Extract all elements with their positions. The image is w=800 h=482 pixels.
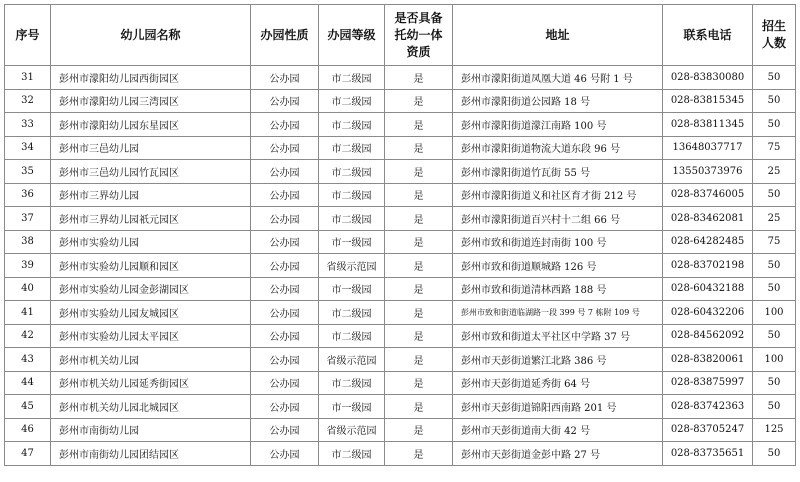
table-row [5, 395, 796, 419]
table-row [5, 207, 796, 231]
cell-grade: 市二级园 [319, 183, 385, 207]
kindergarten-table [4, 4, 796, 466]
cell-childcare: 是 [385, 66, 453, 90]
cell-enroll: 25 [753, 160, 796, 184]
kindergarten-table-container [4, 4, 796, 466]
cell-nature: 公办园 [251, 371, 319, 395]
header-enroll [753, 5, 796, 66]
cell-phone: 13550373976 [663, 160, 753, 184]
cell-enroll: 100 [753, 301, 796, 325]
cell-address: 彭州市天彭街道繁江北路 386 号 [453, 348, 663, 372]
cell-nature: 公办园 [251, 89, 319, 113]
cell-address: 彭州市天彭街道延秀街 64 号 [453, 371, 663, 395]
header-address: 地址 [453, 5, 663, 66]
cell-phone: 028-83746005 [663, 183, 753, 207]
cell-no: 39 [5, 254, 51, 278]
cell-name: 彭州市实验幼儿园太平园区 [51, 324, 251, 348]
cell-grade: 省级示范园 [319, 254, 385, 278]
cell-grade: 市二级园 [319, 301, 385, 325]
cell-childcare: 是 [385, 418, 453, 442]
cell-nature: 公办园 [251, 301, 319, 325]
cell-no: 31 [5, 66, 51, 90]
cell-no: 46 [5, 418, 51, 442]
cell-childcare: 是 [385, 230, 453, 254]
cell-enroll: 75 [753, 230, 796, 254]
table-row [5, 254, 796, 278]
cell-address: 彭州市濛阳街道义和社区育才街 212 号 [453, 183, 663, 207]
cell-no: 42 [5, 324, 51, 348]
cell-grade: 市一级园 [319, 230, 385, 254]
header-childcare [385, 5, 453, 66]
cell-enroll: 50 [753, 254, 796, 278]
cell-phone: 028-83811345 [663, 113, 753, 137]
cell-nature: 公办园 [251, 395, 319, 419]
cell-phone: 028-83702198 [663, 254, 753, 278]
cell-grade: 市二级园 [319, 89, 385, 113]
cell-enroll: 50 [753, 371, 796, 395]
header-row [5, 5, 796, 66]
cell-enroll: 50 [753, 183, 796, 207]
cell-name: 彭州市濛阳幼儿园西街园区 [51, 66, 251, 90]
cell-phone: 028-83815345 [663, 89, 753, 113]
cell-nature: 公办园 [251, 442, 319, 466]
cell-name: 彭州市三界幼儿园祇元园区 [51, 207, 251, 231]
cell-phone: 028-83462081 [663, 207, 753, 231]
table-row [5, 66, 796, 90]
cell-phone: 13648037717 [663, 136, 753, 160]
table-row [5, 348, 796, 372]
cell-no: 37 [5, 207, 51, 231]
cell-childcare: 是 [385, 160, 453, 184]
cell-address: 彭州市天彭街道南大街 42 号 [453, 418, 663, 442]
table-row [5, 277, 796, 301]
cell-phone: 028-84562092 [663, 324, 753, 348]
cell-name: 彭州市南街幼儿园 [51, 418, 251, 442]
cell-childcare: 是 [385, 301, 453, 325]
cell-name: 彭州市实验幼儿园顺和园区 [51, 254, 251, 278]
cell-name: 彭州市濛阳幼儿园三湾园区 [51, 89, 251, 113]
cell-nature: 公办园 [251, 207, 319, 231]
cell-childcare: 是 [385, 277, 453, 301]
cell-grade: 市二级园 [319, 442, 385, 466]
cell-address: 彭州市濛阳街道公园路 18 号 [453, 89, 663, 113]
cell-address: 彭州市致和街道顺城路 126 号 [453, 254, 663, 278]
header-enroll-line-1: 招生 [761, 19, 786, 33]
cell-name: 彭州市三界幼儿园 [51, 183, 251, 207]
header-childcare-line-3: 资质 [406, 44, 431, 59]
cell-no: 33 [5, 113, 51, 137]
header-phone: 联系电话 [663, 5, 753, 66]
cell-phone: 028-60432188 [663, 277, 753, 301]
cell-grade: 省级示范园 [319, 348, 385, 372]
header-enroll-line-2: 人数 [761, 36, 786, 50]
cell-name: 彭州市机关幼儿园延秀街园区 [51, 371, 251, 395]
cell-name: 彭州市南街幼儿园团结园区 [51, 442, 251, 466]
cell-address: 彭州市致和街道临湖路一段 399 号 7 栋附 109 号 [453, 301, 663, 325]
cell-no: 45 [5, 395, 51, 419]
cell-childcare: 是 [385, 207, 453, 231]
cell-grade: 市一级园 [319, 277, 385, 301]
cell-childcare: 是 [385, 89, 453, 113]
cell-address: 彭州市濛阳街道物流大道东段 96 号 [453, 136, 663, 160]
table-row [5, 183, 796, 207]
cell-enroll: 50 [753, 324, 796, 348]
cell-phone: 028-83705247 [663, 418, 753, 442]
table-row [5, 418, 796, 442]
cell-enroll: 50 [753, 66, 796, 90]
cell-enroll: 50 [753, 113, 796, 137]
cell-grade: 市二级园 [319, 136, 385, 160]
table-row [5, 230, 796, 254]
cell-grade: 市二级园 [319, 207, 385, 231]
cell-nature: 公办园 [251, 136, 319, 160]
cell-name: 彭州市机关幼儿园 [51, 348, 251, 372]
cell-enroll: 25 [753, 207, 796, 231]
cell-childcare: 是 [385, 395, 453, 419]
cell-enroll: 50 [753, 277, 796, 301]
cell-no: 47 [5, 442, 51, 466]
cell-childcare: 是 [385, 348, 453, 372]
cell-name: 彭州市濛阳幼儿园东星园区 [51, 113, 251, 137]
cell-phone: 028-83830080 [663, 66, 753, 90]
header-nature: 办园性质 [251, 5, 319, 66]
cell-childcare: 是 [385, 371, 453, 395]
cell-nature: 公办园 [251, 348, 319, 372]
cell-no: 41 [5, 301, 51, 325]
cell-grade: 市二级园 [319, 113, 385, 137]
cell-grade: 市一级园 [319, 395, 385, 419]
table-row [5, 371, 796, 395]
header-no: 序号 [5, 5, 51, 66]
cell-no: 34 [5, 136, 51, 160]
cell-childcare: 是 [385, 183, 453, 207]
cell-childcare: 是 [385, 324, 453, 348]
cell-nature: 公办园 [251, 418, 319, 442]
cell-no: 40 [5, 277, 51, 301]
cell-childcare: 是 [385, 442, 453, 466]
cell-address: 彭州市濛阳街道濛江南路 100 号 [453, 113, 663, 137]
cell-address: 彭州市致和街道连封南街 100 号 [453, 230, 663, 254]
cell-phone: 028-83875997 [663, 371, 753, 395]
table-row [5, 324, 796, 348]
header-childcare-line-2: 托幼一体 [394, 27, 443, 42]
cell-nature: 公办园 [251, 183, 319, 207]
table-body [5, 66, 796, 466]
cell-nature: 公办园 [251, 277, 319, 301]
cell-enroll: 50 [753, 395, 796, 419]
cell-name: 彭州市实验幼儿园金彭湖园区 [51, 277, 251, 301]
header-name: 幼儿园名称 [51, 5, 251, 66]
cell-nature: 公办园 [251, 254, 319, 278]
cell-grade: 市二级园 [319, 324, 385, 348]
cell-grade: 市二级园 [319, 371, 385, 395]
cell-phone: 028-83742363 [663, 395, 753, 419]
cell-phone: 028-64282485 [663, 230, 753, 254]
header-grade: 办园等级 [319, 5, 385, 66]
cell-phone: 028-83820061 [663, 348, 753, 372]
cell-phone: 028-83735651 [663, 442, 753, 466]
cell-childcare: 是 [385, 136, 453, 160]
cell-name: 彭州市三邑幼儿园竹瓦园区 [51, 160, 251, 184]
table-row [5, 301, 796, 325]
cell-nature: 公办园 [251, 160, 319, 184]
cell-address: 彭州市濛阳街道百兴村十二组 66 号 [453, 207, 663, 231]
table-row [5, 136, 796, 160]
header-childcare-line-1: 是否具备 [394, 10, 443, 25]
cell-grade: 市二级园 [319, 160, 385, 184]
cell-address: 彭州市致和街道清林西路 188 号 [453, 277, 663, 301]
cell-no: 44 [5, 371, 51, 395]
cell-nature: 公办园 [251, 324, 319, 348]
cell-childcare: 是 [385, 254, 453, 278]
cell-no: 43 [5, 348, 51, 372]
cell-name: 彭州市机关幼儿园北城园区 [51, 395, 251, 419]
cell-no: 32 [5, 89, 51, 113]
cell-enroll: 50 [753, 442, 796, 466]
cell-phone: 028-60432206 [663, 301, 753, 325]
cell-grade: 省级示范园 [319, 418, 385, 442]
cell-address: 彭州市濛阳街道竹瓦街 55 号 [453, 160, 663, 184]
table-row [5, 113, 796, 137]
cell-name: 彭州市实验幼儿园友城园区 [51, 301, 251, 325]
cell-childcare: 是 [385, 113, 453, 137]
table-row [5, 442, 796, 466]
cell-nature: 公办园 [251, 66, 319, 90]
cell-address: 彭州市致和街道太平社区中学路 37 号 [453, 324, 663, 348]
cell-address: 彭州市天彭街道锦阳西南路 201 号 [453, 395, 663, 419]
cell-nature: 公办园 [251, 230, 319, 254]
table-row [5, 160, 796, 184]
cell-name: 彭州市实验幼儿园 [51, 230, 251, 254]
cell-grade: 市二级园 [319, 66, 385, 90]
cell-address: 彭州市天彭街道金彭中路 27 号 [453, 442, 663, 466]
cell-no: 36 [5, 183, 51, 207]
cell-enroll: 75 [753, 136, 796, 160]
cell-no: 38 [5, 230, 51, 254]
cell-name: 彭州市三邑幼儿园 [51, 136, 251, 160]
cell-address: 彭州市濛阳街道凤凰大道 46 号附 1 号 [453, 66, 663, 90]
cell-no: 35 [5, 160, 51, 184]
cell-enroll: 50 [753, 89, 796, 113]
cell-enroll: 100 [753, 348, 796, 372]
cell-enroll: 125 [753, 418, 796, 442]
cell-nature: 公办园 [251, 113, 319, 137]
table-row [5, 89, 796, 113]
